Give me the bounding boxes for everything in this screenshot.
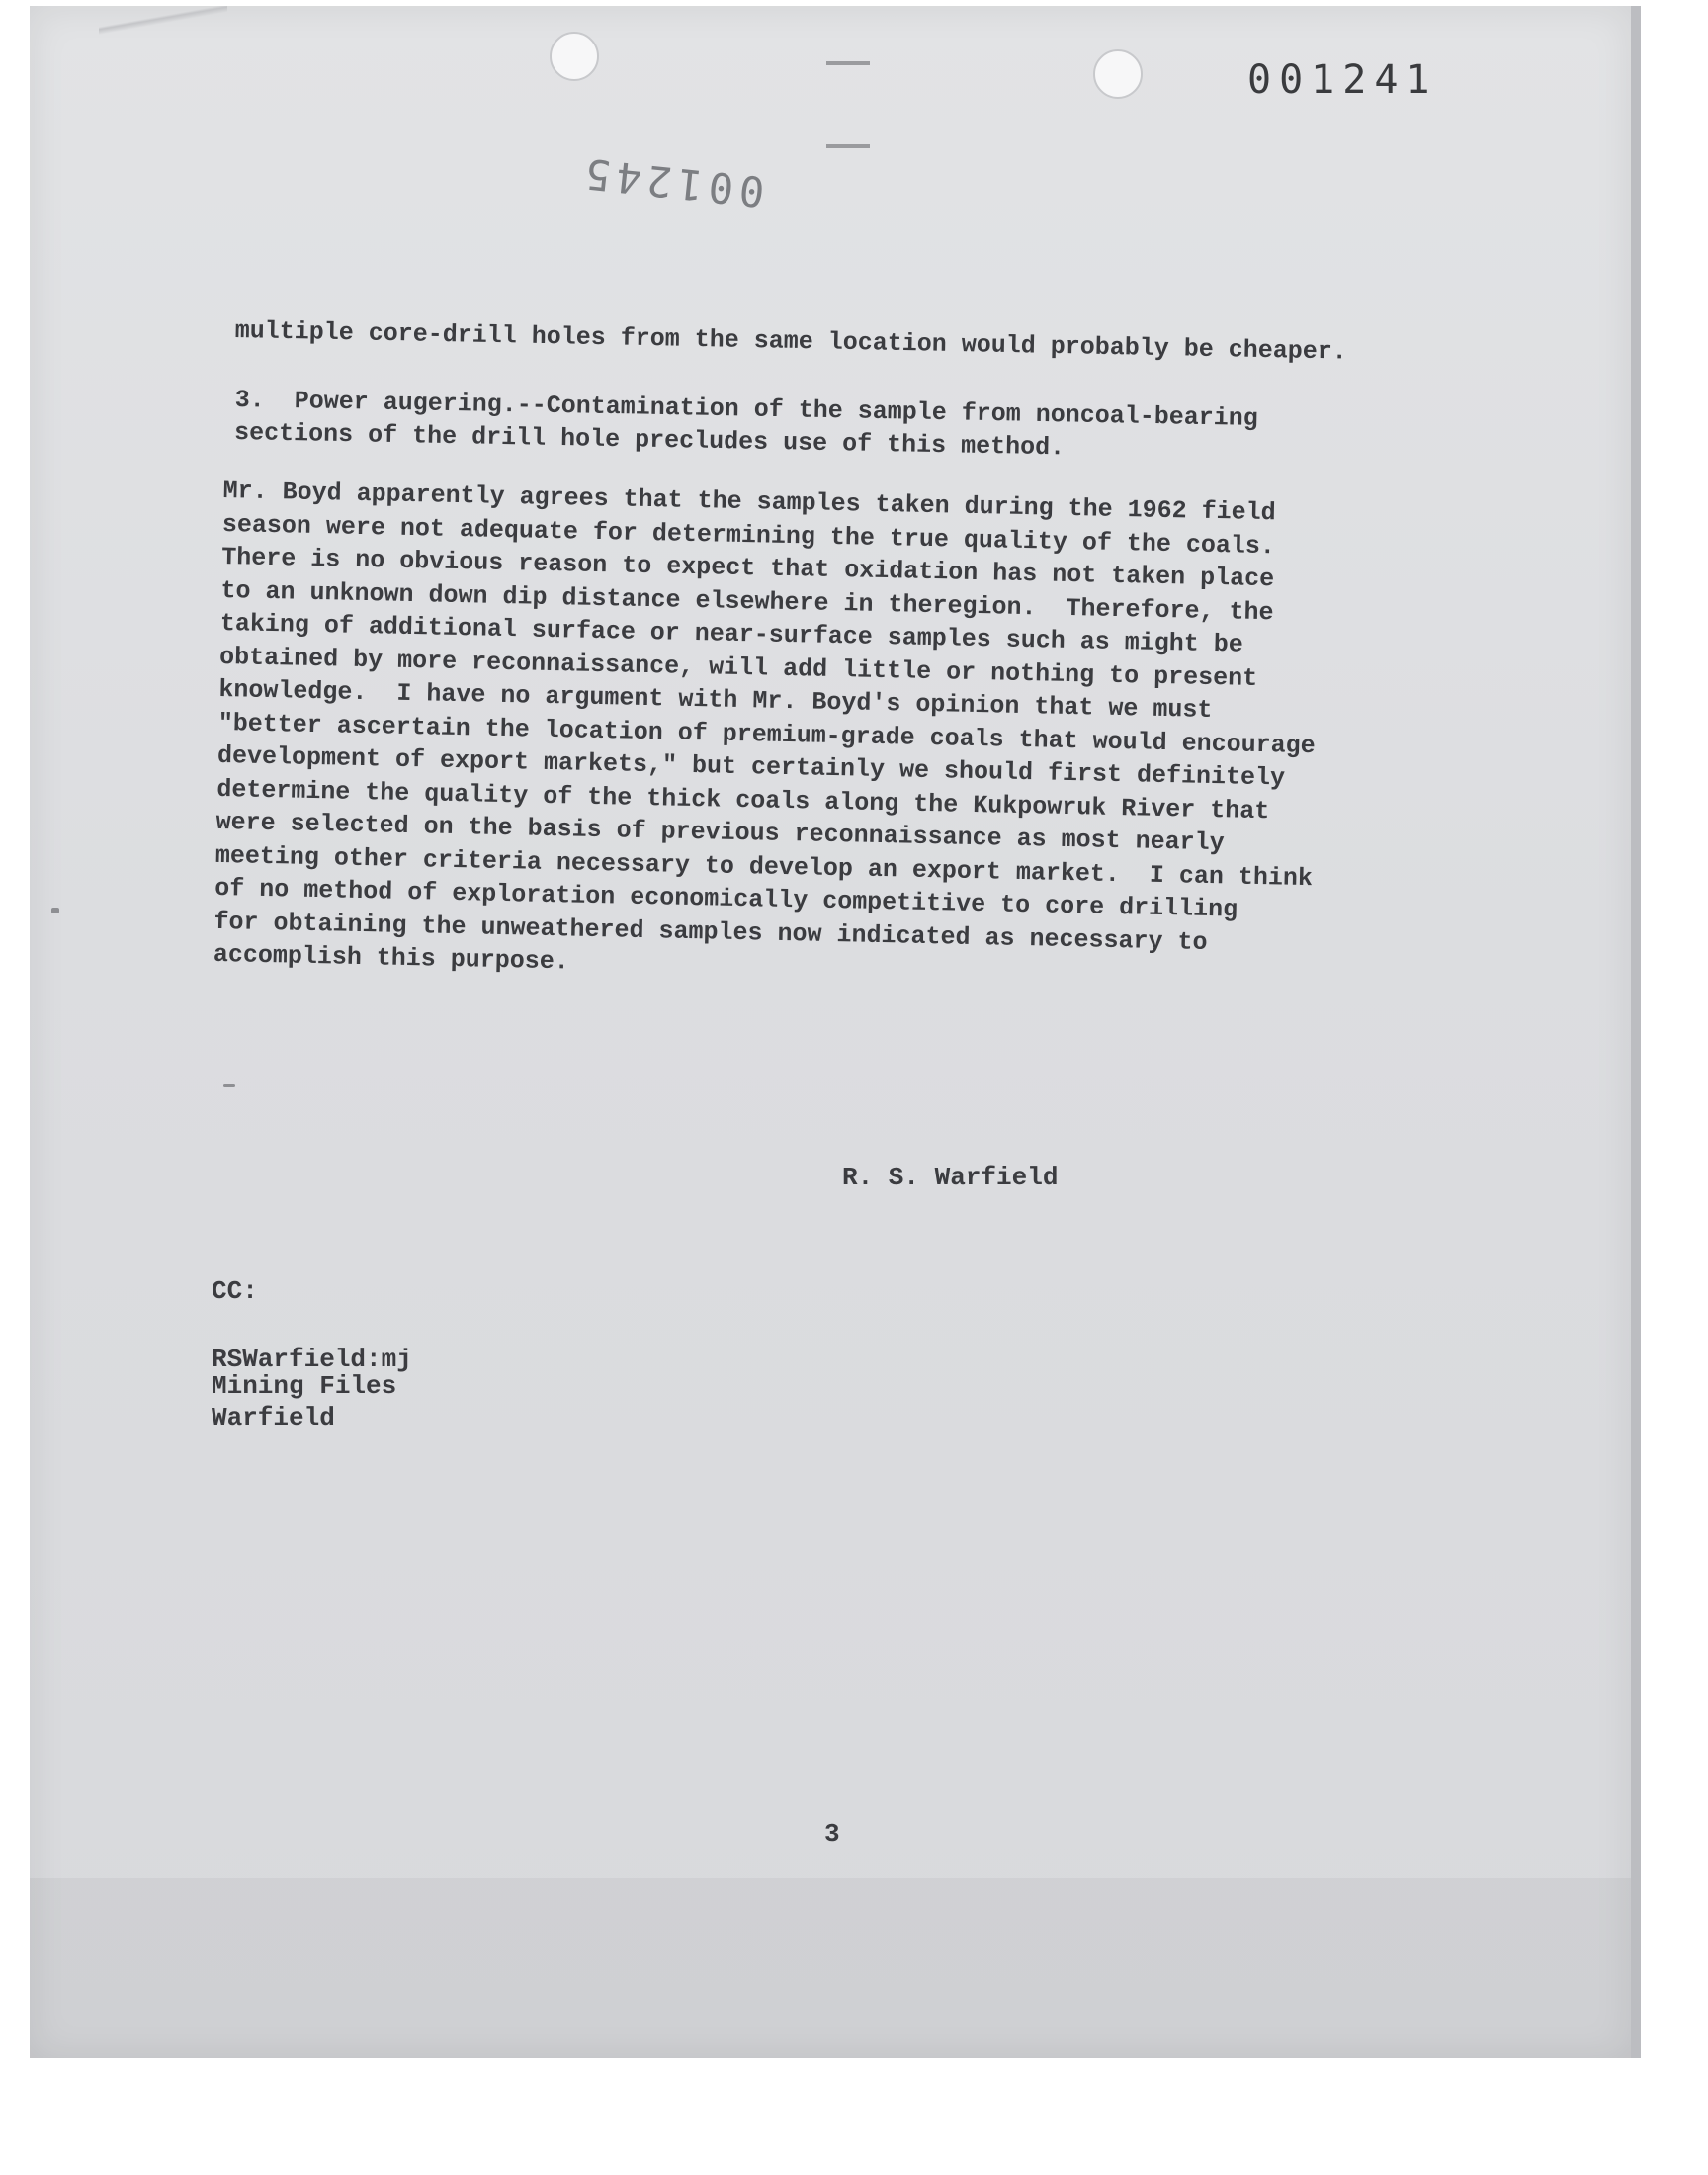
scan-speck: [51, 908, 59, 914]
paragraph-continuation: multiple core-drill holes from the same location would probably be cheaper.: [234, 316, 1347, 367]
cc-label: CC:: [212, 1276, 258, 1306]
cc-block: [212, 1212, 396, 1465]
page-edge-shadow: [1631, 6, 1641, 2058]
scan-mark: [826, 61, 870, 65]
punch-hole-left: [550, 32, 599, 81]
document-page: [30, 6, 1631, 2058]
corner-smudge: [99, 6, 227, 36]
scan-shadow-band: [30, 1878, 1631, 2058]
rotated-stamp: 001245: [576, 148, 767, 217]
paragraph-discussion: Mr. Boyd apparently agrees that the samples taken during the 1962 field season were not adequate for determining the true quality of the coals. There is no obvious reason to expect that oxidation has not taken place to an unknown down dip distance elsewhere in theregion. Therefore, the taking of additional surface or near-surface samples such as might be obtained by more reconnaissance, will add little or nothing to present knowledge. I have no argument with Mr. Boyd's opinion that we must "better ascertain the location of premium-grade coals that would encourage development of export markets," but certainly we should first definitely determine the quality of the thick coals along the Kukpowruk River that were selected on the basis of previous reconnaissance as most nearly meeting other criteria necessary to develop an export market. I can think of no method of exploration economically competitive to core drilling for obtaining the unweathered samples now indicated as necessary to accomplish this purpose.: [213, 476, 1316, 977]
typist-initials: RSWarfield:mj: [212, 1345, 412, 1374]
scan-speck: [223, 1084, 235, 1087]
punch-hole-right: [1093, 49, 1143, 99]
cc-recipients: Mining Files Warfield: [212, 1371, 397, 1433]
signature: R. S. Warfield: [842, 1163, 1059, 1192]
document-number: 001241: [1247, 57, 1438, 103]
page-number: 3: [824, 1819, 840, 1849]
paragraph-power-augering: 3. Power augering.--Contamination of the sample from noncoal-bearing sections of the drill hole precludes use of this method.: [233, 385, 1258, 463]
scan-mark: [826, 144, 870, 148]
